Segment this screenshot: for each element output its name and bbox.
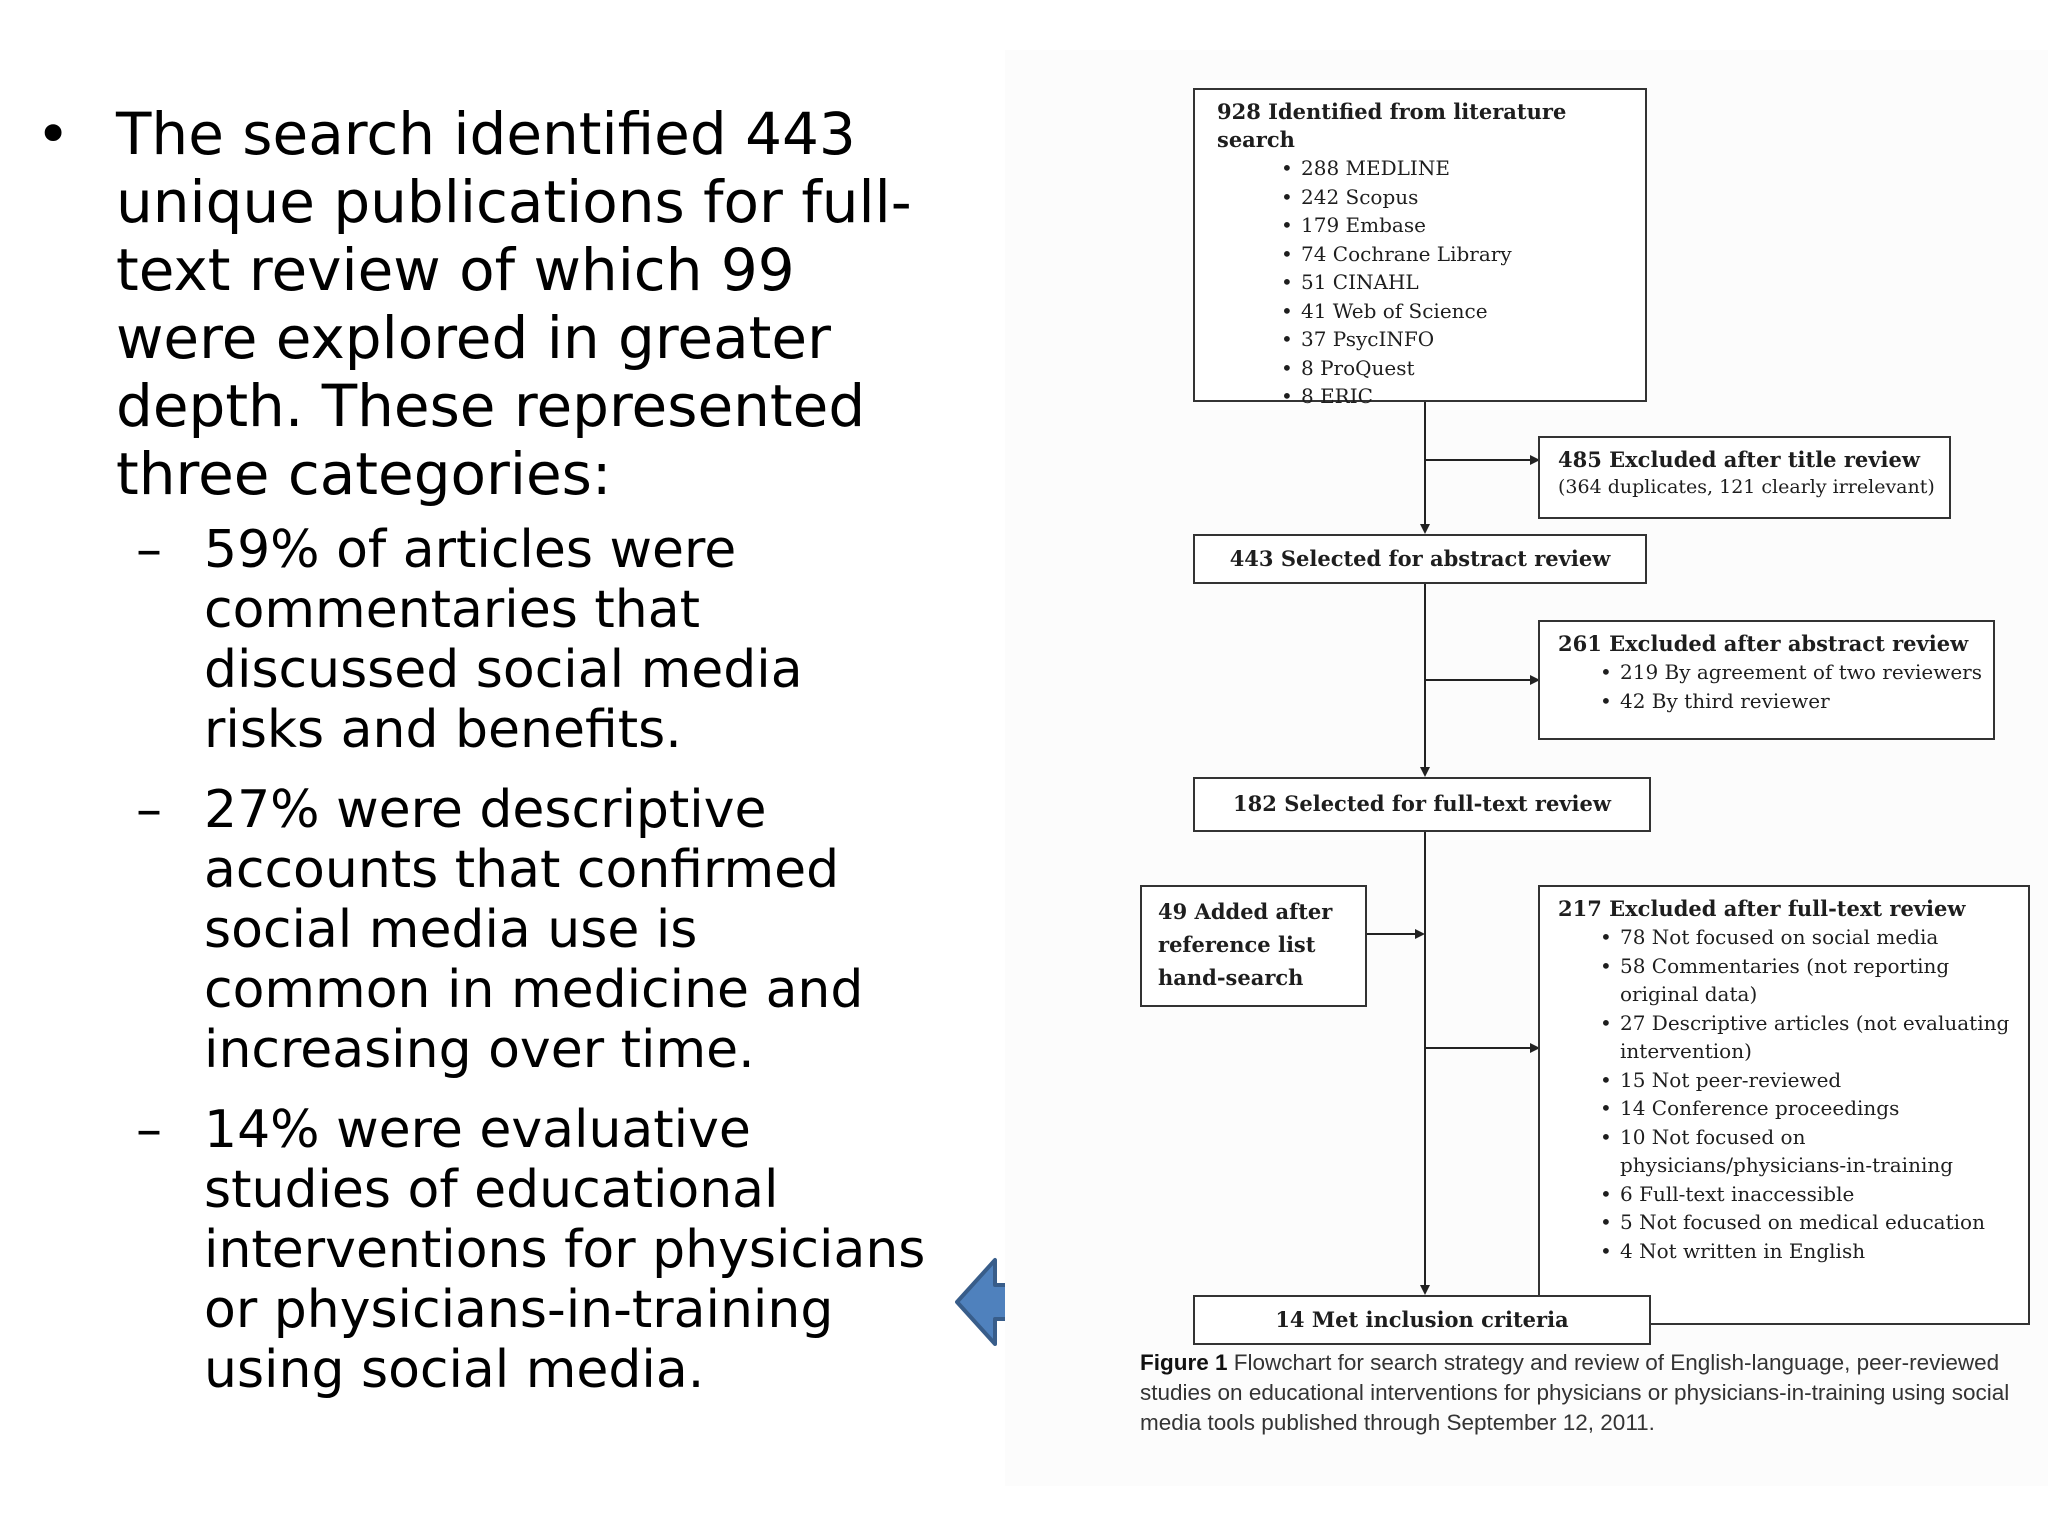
excluded-abstract-item: • 42 By third reviewer (1600, 687, 1983, 716)
source-item: • 51 CINAHL (1281, 268, 1635, 297)
excluded-abstract-list (1600, 658, 1983, 715)
source-item: • 242 Scopus (1281, 183, 1635, 212)
included-box (1193, 1295, 1651, 1345)
excluded-fulltext-heading: 217 Excluded after full-text review (1558, 896, 1966, 921)
summary-intro: The search identified 443 unique publications for full-text review of which 99 were explored in greater depth. These represented three categories: (116, 100, 912, 508)
sub-bullet-text: 27% were descriptive accounts that confirmed social media use is common in medicine and increasing over time. (204, 780, 864, 1080)
sub-bullet: – 14% were evaluative studies of educational interventions for physicians or physicians-in-training using social media. (136, 1100, 926, 1400)
source-item: • 288 MEDLINE (1281, 154, 1635, 183)
flowchart-figure (1005, 50, 2048, 1486)
summary-text (36, 100, 936, 1420)
excluded-fulltext-item: • 10 Not focused on physicians/physicians-in-training (1600, 1123, 2018, 1180)
identified-box (1193, 88, 1647, 408)
excluded-fulltext-item: • 78 Not focused on social media (1600, 923, 2018, 952)
abstract-review-box (1193, 534, 1647, 584)
caption-label: Figure 1 (1140, 1350, 1228, 1375)
excluded-fulltext-item: • 6 Full-text inaccessible (1600, 1180, 2018, 1209)
excluded-abstract-item: • 219 By agreement of two reviewers (1600, 658, 1983, 687)
excluded-fulltext-item: • 14 Conference proceedings (1600, 1094, 2018, 1123)
bullet-dot: • (36, 100, 71, 168)
fulltext-review-label: 182 Selected for full-text review (1233, 791, 1611, 816)
source-list (1281, 154, 1635, 411)
excluded-title-heading: 485 Excluded after title review (1558, 447, 1920, 472)
excluded-fulltext-item: • 5 Not focused on medical education (1600, 1208, 2018, 1237)
source-item: • 37 PsycINFO (1281, 325, 1635, 354)
source-item: • 8 ERIC (1281, 382, 1635, 411)
excluded-fulltext-item: • 58 Commentaries (not reporting original data) (1600, 952, 2018, 1009)
sub-bullet-list (36, 520, 936, 1400)
excluded-fulltext-item: • 27 Descriptive articles (not evaluating intervention) (1600, 1009, 2018, 1066)
source-item: • 41 Web of Science (1281, 297, 1635, 326)
source-item: • 179 Embase (1281, 211, 1635, 240)
sub-bullet: – 27% were descriptive accounts that confirmed social media use is common in medicine and increasing over time. (136, 780, 864, 1080)
main-bullet (36, 100, 936, 508)
excluded-fulltext-box (1538, 885, 2030, 1325)
excluded-abstract-box (1538, 620, 1995, 740)
excluded-title-box (1538, 436, 1951, 519)
abstract-review-label: 443 Selected for abstract review (1229, 546, 1611, 571)
included-label: 14 Met inclusion criteria (1275, 1307, 1569, 1332)
excluded-abstract-heading: 261 Excluded after abstract review (1558, 631, 1969, 656)
sub-bullet: – 59% of articles were commentaries that discussed social media risks and benefits. (136, 520, 803, 760)
sub-bullet-text: 59% of articles were commentaries that discussed social media risks and benefits. (204, 520, 803, 760)
fulltext-review-box (1193, 777, 1651, 832)
figure-caption (1140, 1348, 2040, 1438)
excluded-fulltext-item: • 4 Not written in English (1600, 1237, 2018, 1266)
identified-title: 928 Identified from literature search (1217, 99, 1567, 152)
sub-bullet-text: 14% were evaluative studies of educational interventions for physicians or physicians-in-training using social media. (204, 1100, 926, 1400)
caption-text: Flowchart for search strategy and review of English-language, peer-reviewed studies on educational interventions for physicians or physicians-in-training using social media tools published through September 12, 2011. (1140, 1350, 2010, 1435)
source-item: • 8 ProQuest (1281, 354, 1635, 383)
excluded-title-detail: (364 duplicates, 121 clearly irrelevant) (1558, 476, 1935, 498)
excluded-fulltext-list (1600, 923, 2018, 1265)
added-label: 49 Added after reference list hand-search (1158, 899, 1333, 990)
added-box (1140, 885, 1367, 1007)
excluded-fulltext-item: • 15 Not peer-reviewed (1600, 1066, 2018, 1095)
source-item: • 74 Cochrane Library (1281, 240, 1635, 269)
